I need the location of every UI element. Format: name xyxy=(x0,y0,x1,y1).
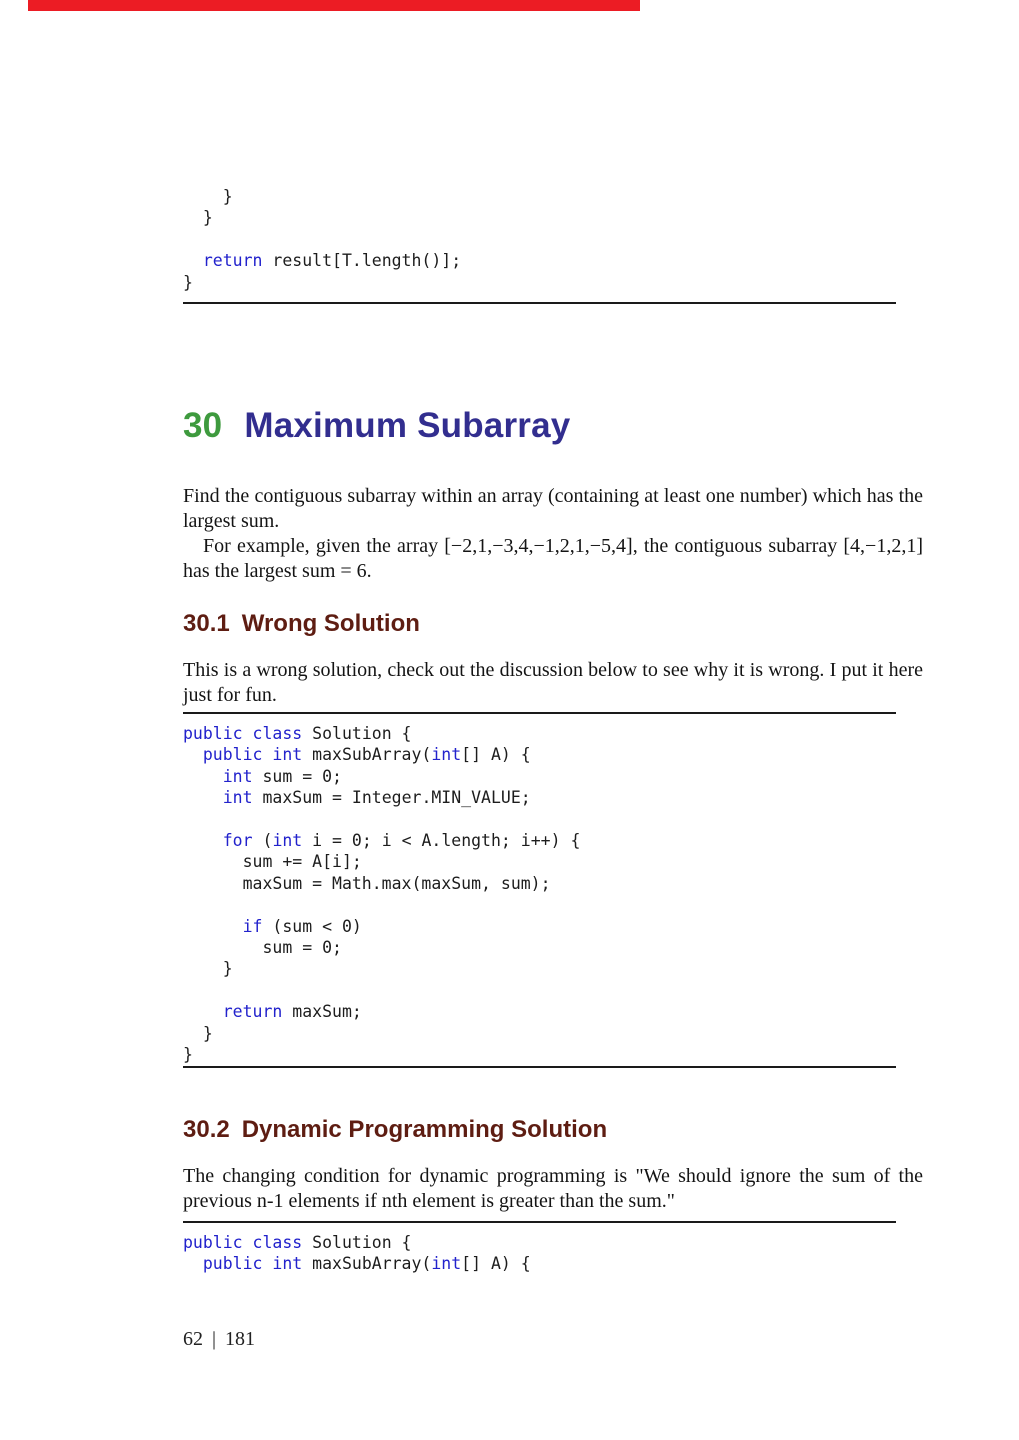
code-keyword: int xyxy=(222,766,253,786)
chapter-title: Maximum Subarray xyxy=(244,406,571,445)
code-block-bottom-rule xyxy=(183,1066,896,1068)
code-line xyxy=(183,250,461,271)
paragraph-text: The changing condition for dynamic programming is "We should ignore the sum of the previous n-1 elements if nth element is greater than the sum." xyxy=(183,1165,923,1212)
code-keyword: return xyxy=(222,1002,283,1022)
code-line xyxy=(183,787,580,808)
code-line xyxy=(183,851,580,872)
intro-paragraph-1: Find the contiguous subarray within an array (containing at least one number) which has the largest sum. xyxy=(183,485,923,532)
section-number: 30.1 xyxy=(183,610,230,637)
intro-paragraph-2: For example, given the array [−2,1,−3,4,−1,2,1,−5,4], the contiguous subarray [4,−1,2,1] has the largest sum = 6. xyxy=(183,535,923,582)
code-keyword: return xyxy=(202,251,263,271)
code-line xyxy=(183,1253,531,1274)
code-text xyxy=(183,788,223,807)
code-text: } xyxy=(183,272,193,292)
code-text xyxy=(183,917,243,936)
section-title: Wrong Solution xyxy=(241,610,420,637)
code-line xyxy=(183,937,580,958)
code-text: [] A) { xyxy=(461,1254,531,1274)
page-footer xyxy=(183,1328,255,1351)
code-text: maxSubArray( xyxy=(302,1254,432,1274)
code-text xyxy=(183,831,223,850)
code-text xyxy=(183,1254,203,1273)
code-text: Solution { xyxy=(302,724,412,743)
top-red-banner xyxy=(28,0,640,11)
code-text: } xyxy=(183,959,233,979)
code-text: } xyxy=(183,208,213,228)
code-line xyxy=(183,186,461,207)
code-block-wrong-solution xyxy=(183,723,580,1066)
code-line xyxy=(183,809,580,830)
code-block-top-rule xyxy=(183,1221,896,1223)
code-keyword: public class xyxy=(183,1233,303,1252)
code-keyword: int xyxy=(222,788,253,808)
section-30-2-paragraph xyxy=(183,1164,923,1214)
section-number: 30.2 xyxy=(183,1116,230,1143)
page-number: 62 xyxy=(183,1328,203,1350)
code-line xyxy=(183,873,580,894)
code-text: (sum < 0) xyxy=(262,916,362,936)
code-line xyxy=(183,830,580,851)
code-text xyxy=(183,767,223,786)
code-text: } xyxy=(183,187,233,206)
page-total: 181 xyxy=(225,1328,256,1350)
code-line xyxy=(183,723,580,744)
section-title: Dynamic Programming Solution xyxy=(241,1116,608,1143)
code-block-bottom-rule xyxy=(183,302,896,304)
code-line xyxy=(183,916,580,937)
code-keyword: public int xyxy=(202,1254,303,1274)
code-line xyxy=(183,1044,580,1065)
code-text xyxy=(183,251,203,270)
code-line xyxy=(183,272,461,293)
code-text xyxy=(183,745,203,764)
code-line xyxy=(183,744,580,765)
code-line xyxy=(183,1232,531,1253)
code-text: result[T.length()]; xyxy=(262,251,462,271)
code-text: maxSum = Math.max(maxSum, sum); xyxy=(183,873,551,893)
code-keyword: if xyxy=(242,916,263,936)
code-block-dp-solution xyxy=(183,1232,531,1275)
code-line xyxy=(183,894,580,915)
code-keyword: int xyxy=(431,1254,462,1274)
code-text: sum += A[i]; xyxy=(183,852,362,872)
code-line xyxy=(183,1001,580,1022)
code-text: sum = 0; xyxy=(252,766,342,786)
chapter-heading xyxy=(183,406,570,446)
section-30-1-paragraph xyxy=(183,658,923,708)
code-text: maxSum = Integer.MIN_VALUE; xyxy=(252,788,531,808)
chapter-intro xyxy=(183,484,923,584)
code-keyword: int xyxy=(431,745,462,765)
code-line xyxy=(183,207,461,228)
code-keyword: public int xyxy=(202,745,303,765)
section-heading-30-2 xyxy=(183,1116,607,1144)
code-text: maxSubArray( xyxy=(302,745,432,765)
paragraph-text: This is a wrong solution, check out the discussion below to see why it is wrong. I put it here just for fun. xyxy=(183,659,923,706)
code-fragment-previous-chapter xyxy=(183,186,461,293)
code-text xyxy=(183,1002,223,1021)
code-line xyxy=(183,1023,580,1044)
code-text: [] A) { xyxy=(461,745,531,765)
chapter-number: 30 xyxy=(183,406,223,445)
code-text: i = 0; i < A.length; i++) { xyxy=(302,831,581,851)
code-line xyxy=(183,958,580,979)
code-line xyxy=(183,229,461,250)
code-keyword: for xyxy=(222,831,253,851)
code-text: Solution { xyxy=(302,1233,412,1252)
code-keyword: public class xyxy=(183,724,303,743)
code-text: sum = 0; xyxy=(183,938,342,958)
code-line xyxy=(183,766,580,787)
code-text: } xyxy=(183,1045,193,1065)
footer-separator: | xyxy=(212,1328,217,1350)
code-keyword: int xyxy=(272,831,303,851)
code-text: maxSum; xyxy=(282,1002,362,1022)
code-text: } xyxy=(183,1023,213,1043)
code-text: ( xyxy=(252,831,273,851)
section-heading-30-1 xyxy=(183,610,420,638)
code-line xyxy=(183,980,580,1001)
code-block-top-rule xyxy=(183,712,896,714)
